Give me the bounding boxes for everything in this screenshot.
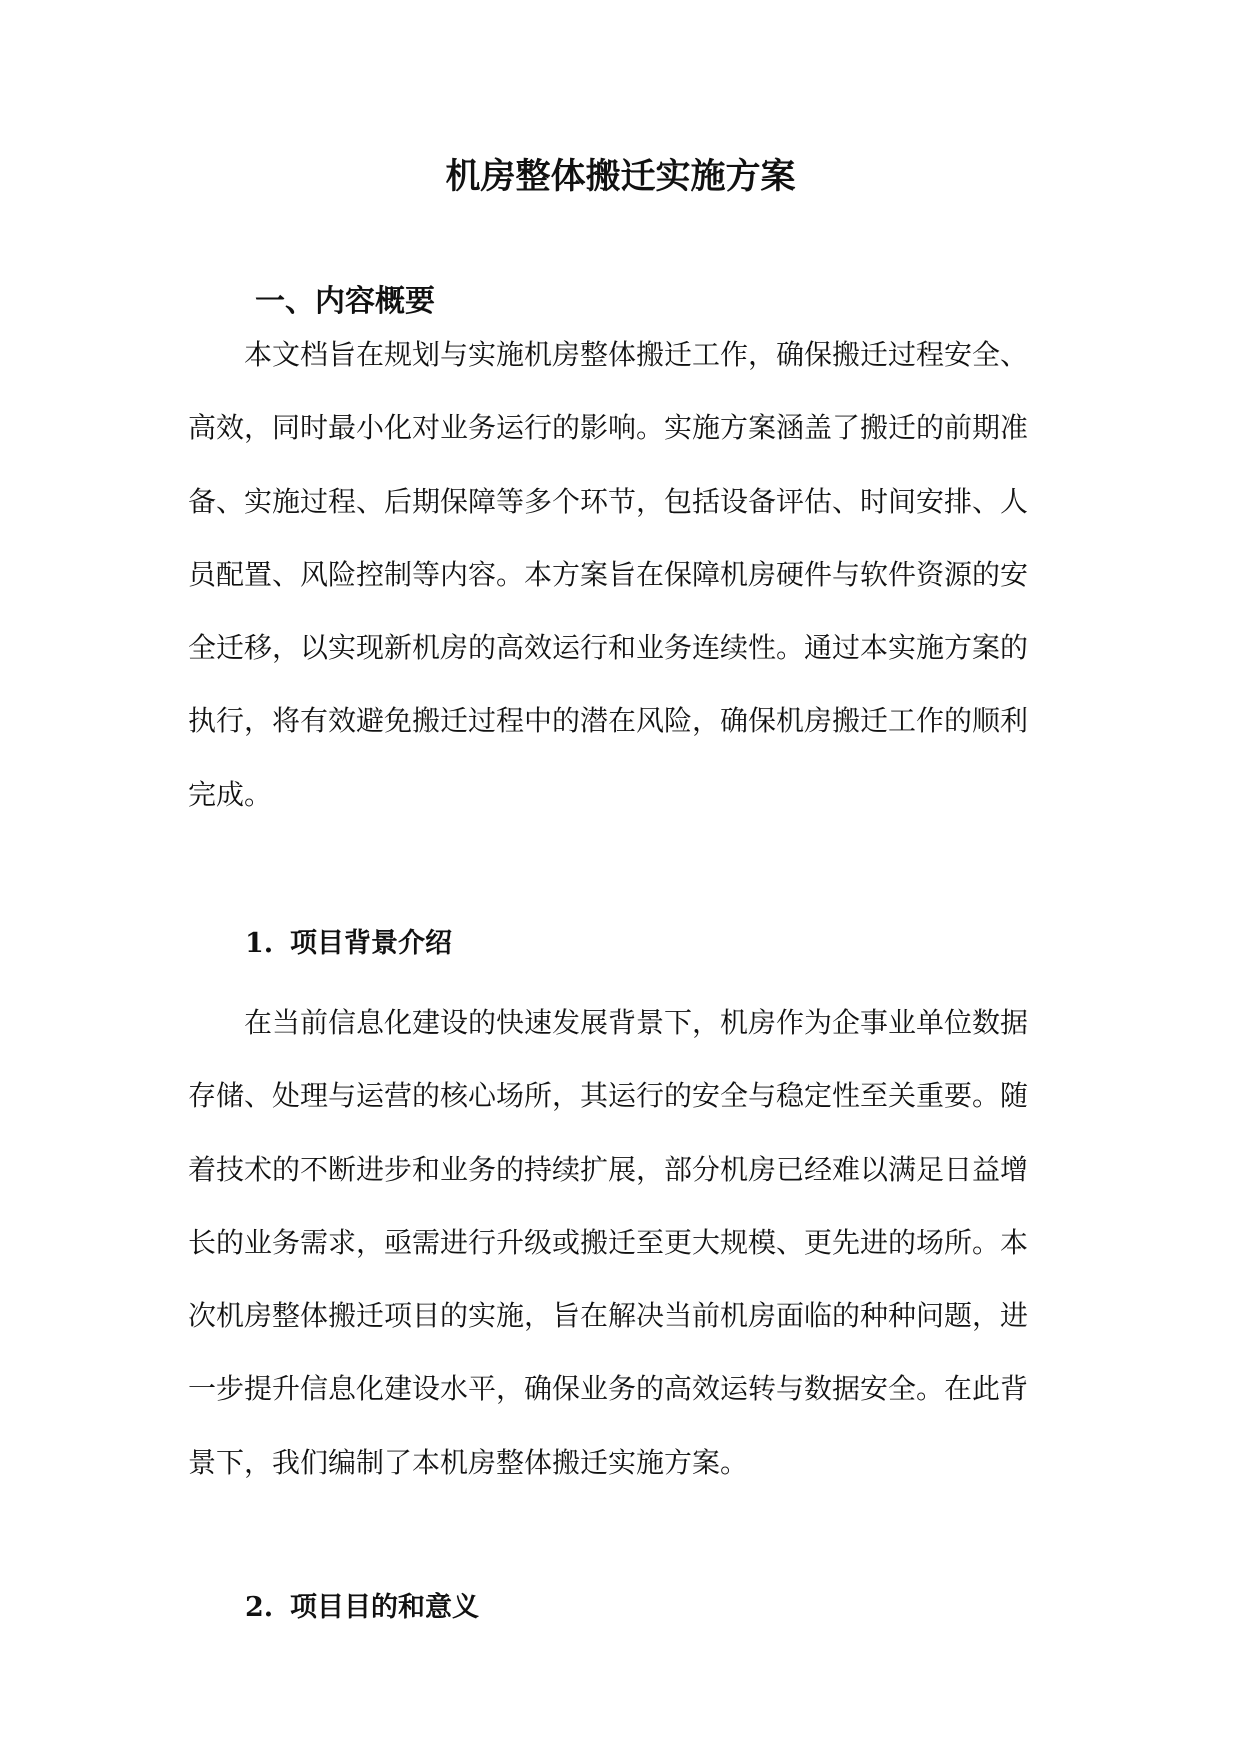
paragraph-line: 一步提升信息化建设水平，确保业务的高效运转与数据安全。在此背 bbox=[188, 1372, 1029, 1406]
background-paragraph bbox=[188, 986, 1055, 1499]
paragraph-line: 完成。 bbox=[188, 777, 273, 811]
overview-paragraph bbox=[188, 318, 1055, 831]
paragraph-line: 高效，同时最小化对业务运行的影响。实施方案涵盖了搬迁的前期准 bbox=[188, 411, 1029, 445]
paragraph-line: 员配置、风险控制等内容。本方案旨在保障机房硬件与软件资源的安 bbox=[188, 557, 1029, 591]
paragraph-line: 次机房整体搬迁项目的实施，旨在解决当前机房面临的种种问题，进 bbox=[188, 1299, 1029, 1333]
subsection-number: 2. bbox=[245, 1592, 274, 1623]
paragraph-line: 着技术的不断进步和业务的持续扩展，部分机房已经难以满足日益增 bbox=[188, 1152, 1029, 1186]
paragraph-line: 景下，我们编制了本机房整体搬迁实施方案。 bbox=[188, 1445, 749, 1479]
subsection-number: 1. bbox=[245, 928, 274, 959]
paragraph-line: 全迁移，以实现新机房的高效运行和业务连续性。通过本实施方案的 bbox=[188, 631, 1029, 665]
paragraph-line: 长的业务需求，亟需进行升级或搬迁至更大规模、更先进的场所。本 bbox=[188, 1225, 1029, 1259]
subsection-title: 项目背景介绍 bbox=[290, 928, 452, 959]
section-heading-overview: 一、内容概要 bbox=[255, 284, 435, 319]
paragraph-line: 本文档旨在规划与实施机房整体搬迁工作，确保搬迁过程安全、 bbox=[244, 338, 1029, 371]
subsection-title: 项目目的和意义 bbox=[290, 1592, 479, 1623]
paragraph-line: 执行，将有效避免搬迁过程中的潜在风险，确保机房搬迁工作的顺利 bbox=[188, 704, 1029, 738]
paragraph-line: 备、实施过程、后期保障等多个环节，包括设备评估、时间安排、人 bbox=[188, 484, 1029, 518]
subsection-heading-purpose bbox=[245, 1588, 479, 1628]
document-title: 机房整体搬迁实施方案 bbox=[445, 156, 796, 197]
paragraph-line: 存储、处理与运营的核心场所，其运行的安全与稳定性至关重要。随 bbox=[188, 1079, 1029, 1113]
paragraph-line: 在当前信息化建设的快速发展背景下，机房作为企事业单位数据 bbox=[244, 1006, 1029, 1039]
subsection-heading-background bbox=[245, 924, 452, 964]
